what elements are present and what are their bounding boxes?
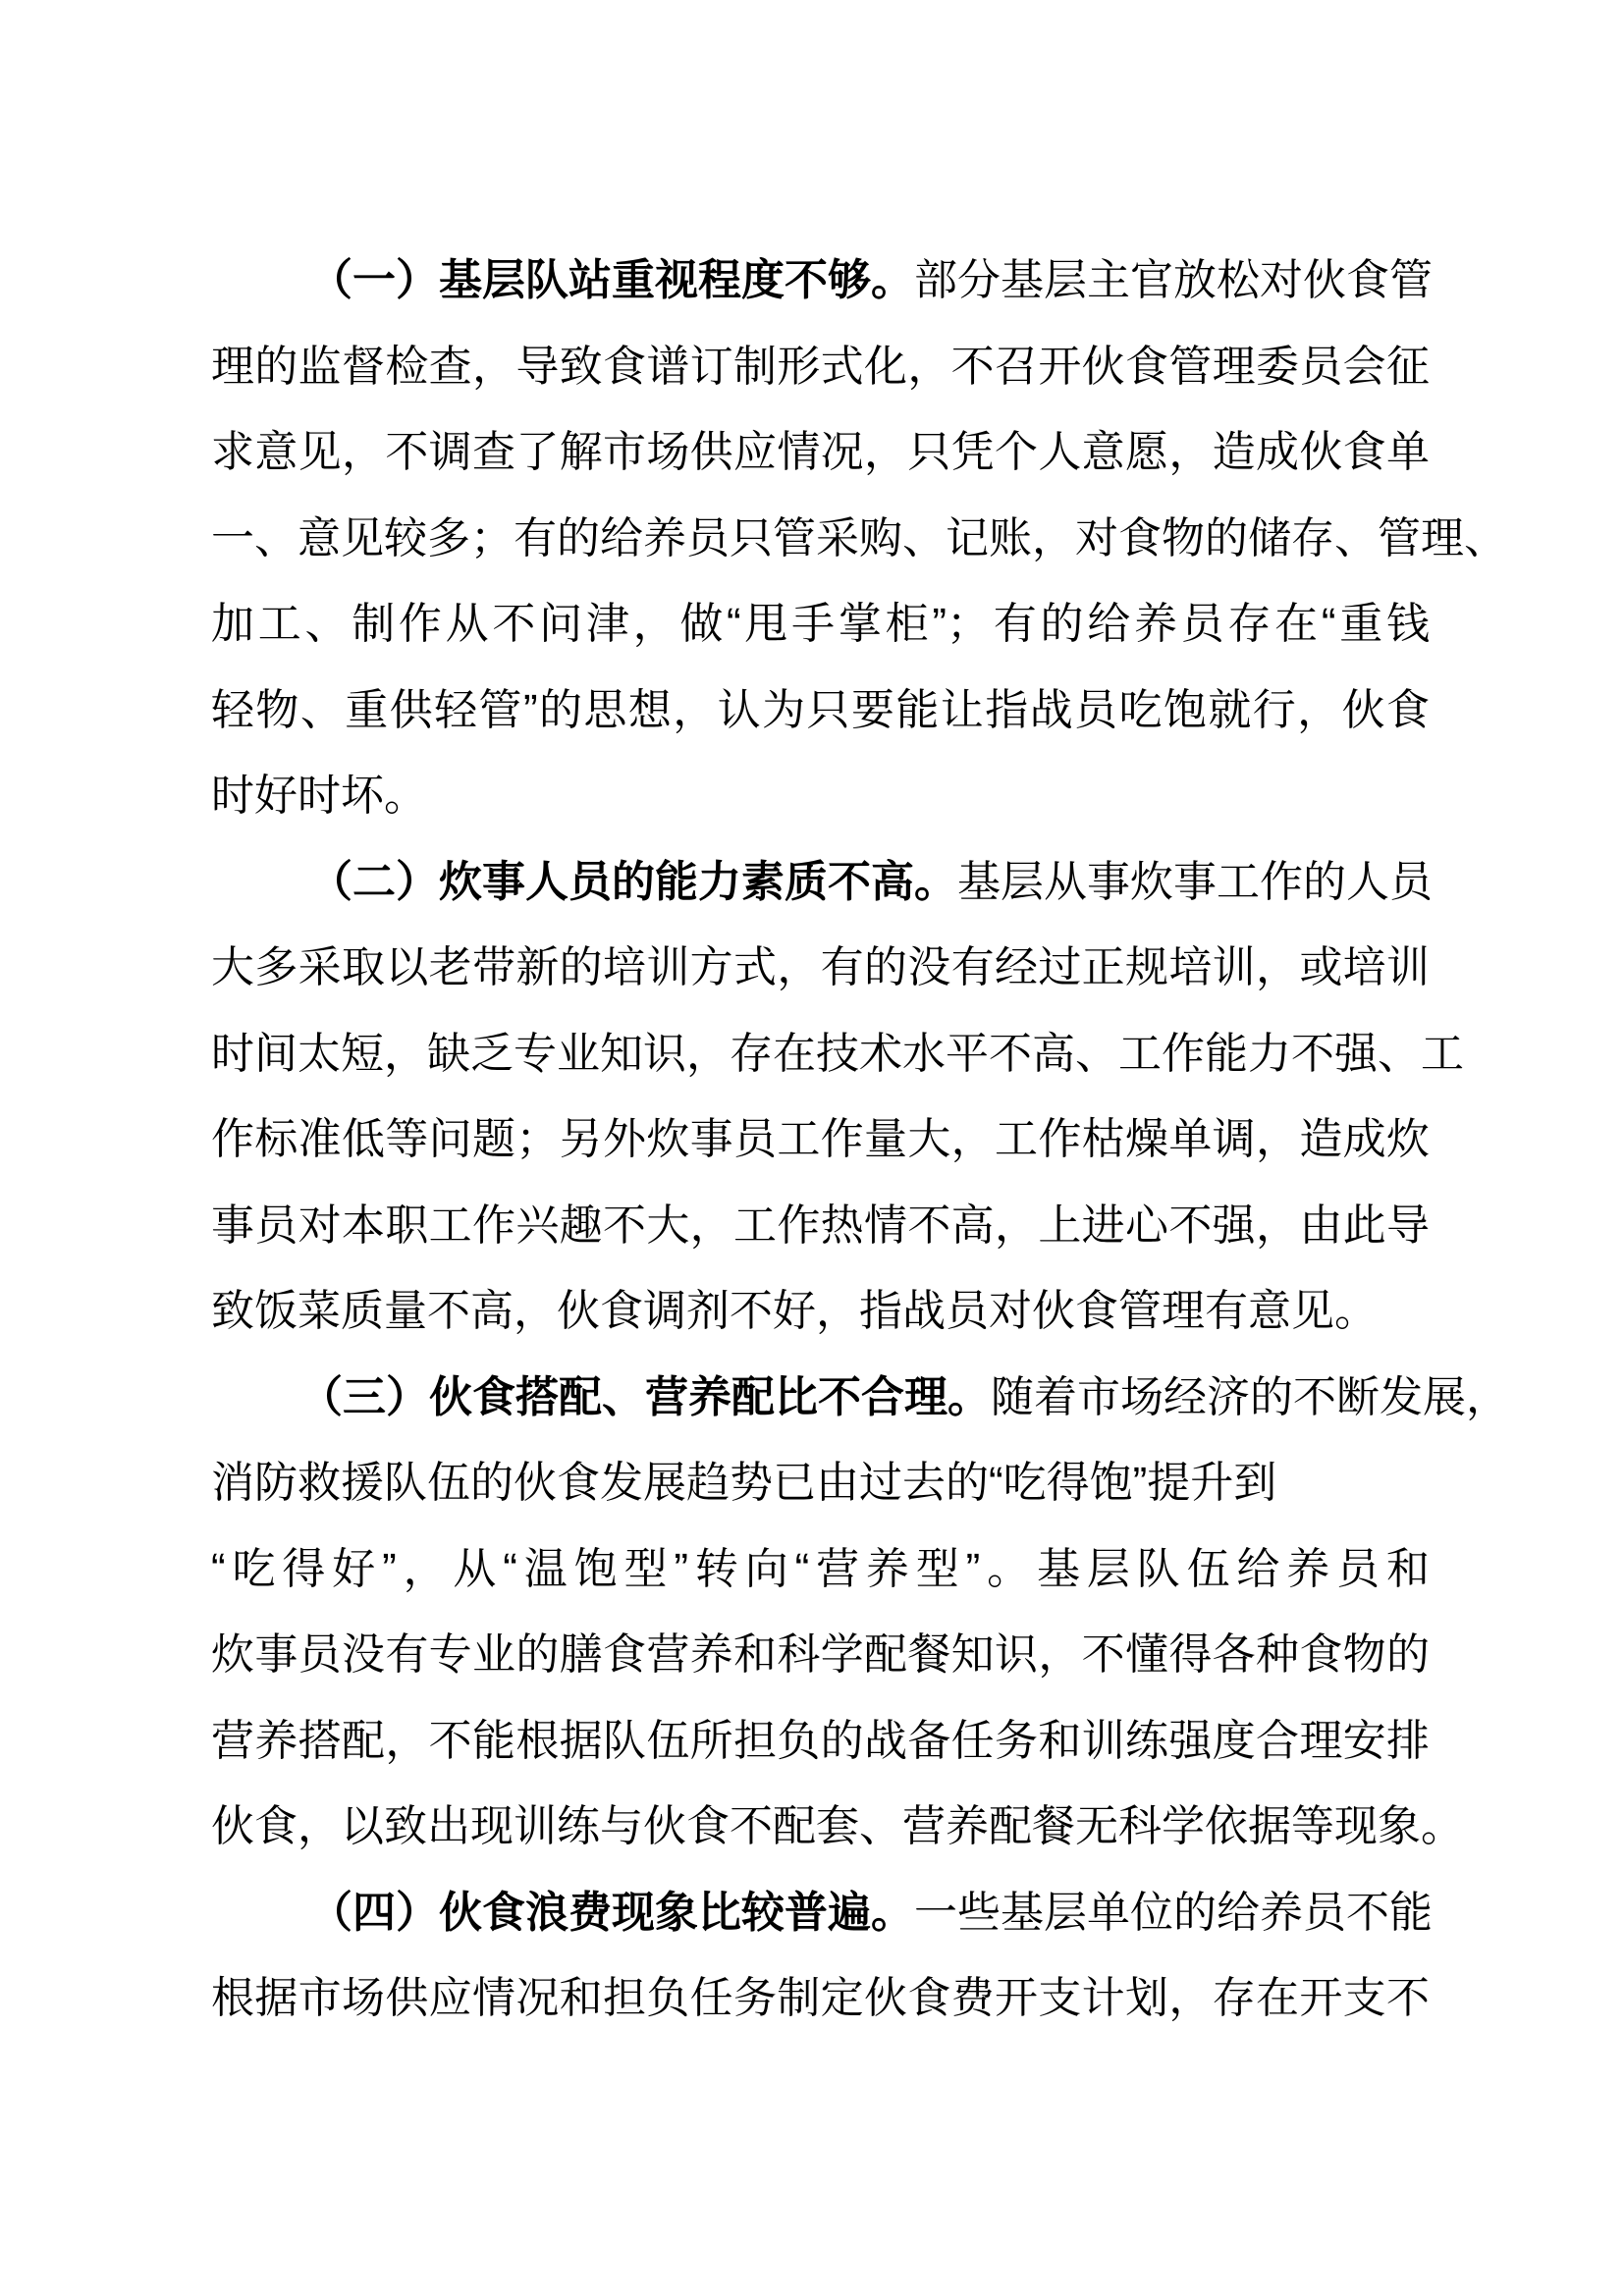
document-page <box>211 238 1509 2042</box>
text-line: 理的监督检查，导致食谱订制形式化，不召开伙食管理委员会征 <box>211 342 1430 391</box>
text-line: 一、意见较多；有的给养员只管采购、记账，对食物的储存、管理、 <box>211 513 1507 562</box>
text-line: 时好时坏。 <box>211 772 427 820</box>
paragraph-4-first-line <box>211 1870 1433 1956</box>
text-line: 致饭菜质量不高，伙食调剂不好，指战员对伙食管理有意见。 <box>211 1287 1378 1335</box>
text-line: 加工、制作从不问津，做“甩手掌柜”；有的给养员存在“重钱 <box>211 600 1430 648</box>
paragraph-4-text: 一些基层单位的给养员不能 <box>914 1888 1433 1937</box>
text-line: 轻物、重供轻管”的思想，认为只要能让指战员吃饱就行，伙食 <box>211 685 1430 734</box>
paragraph-1-first-line <box>211 238 1433 324</box>
paragraph-4-heading: （四）伙食浪费现象比较普遍。 <box>309 1888 914 1937</box>
paragraph-3-first-line <box>211 1355 1509 1441</box>
paragraph-1-text: 部分基层主官放松对伙食管 <box>914 256 1433 304</box>
text-line: 消防救援队伍的伙食发展趋势已由过去的“吃得饱”提升到 <box>211 1459 1277 1507</box>
text-line: 根据市场供应情况和担负任务制定伙食费开支计划，存在开支不 <box>211 1974 1430 2022</box>
text-line: 伙食，以致出现训练与伙食不配套、营养配餐无科学依据等现象。 <box>211 1802 1464 1850</box>
text-line: 事员对本职工作兴趣不大，工作热情不高，上进心不强，由此导 <box>211 1201 1430 1250</box>
paragraph-1-heading: （一）基层队站重视程度不够。 <box>309 256 914 304</box>
text-line: 大多采取以老带新的培训方式，有的没有经过正规培训，或培训 <box>211 943 1430 991</box>
paragraph-2-first-line <box>211 839 1433 926</box>
paragraph-3-heading: （三）伙食搭配、营养配比不合理。 <box>299 1372 991 1421</box>
text-line: 求意见，不调查了解市场供应情况，只凭个人意愿，造成伙食单 <box>211 428 1430 476</box>
text-line: 炊事员没有专业的膳食营养和科学配餐知识，不懂得各种食物的 <box>211 1630 1430 1679</box>
text-line: 作标准低等问题；另外炊事员工作量大，工作枯燥单调，造成炊 <box>211 1115 1430 1163</box>
paragraph-3-text: 随着市场经济的不断发展， <box>991 1372 1509 1421</box>
text-line: 时间太短，缺乏专业知识，存在技术水平不高、工作能力不强、工 <box>211 1029 1464 1078</box>
paragraph-2-text: 基层从事炊事工作的人员 <box>957 857 1433 906</box>
text-line: “吃得好”，从“温饱型”转向“营养型”。基层队伍给养员和 <box>211 1544 1430 1593</box>
paragraph-2-heading: （二）炊事人员的能力素质不高。 <box>309 857 957 906</box>
text-line: 营养搭配，不能根据队伍所担负的战备任务和训练强度合理安排 <box>211 1716 1430 1765</box>
